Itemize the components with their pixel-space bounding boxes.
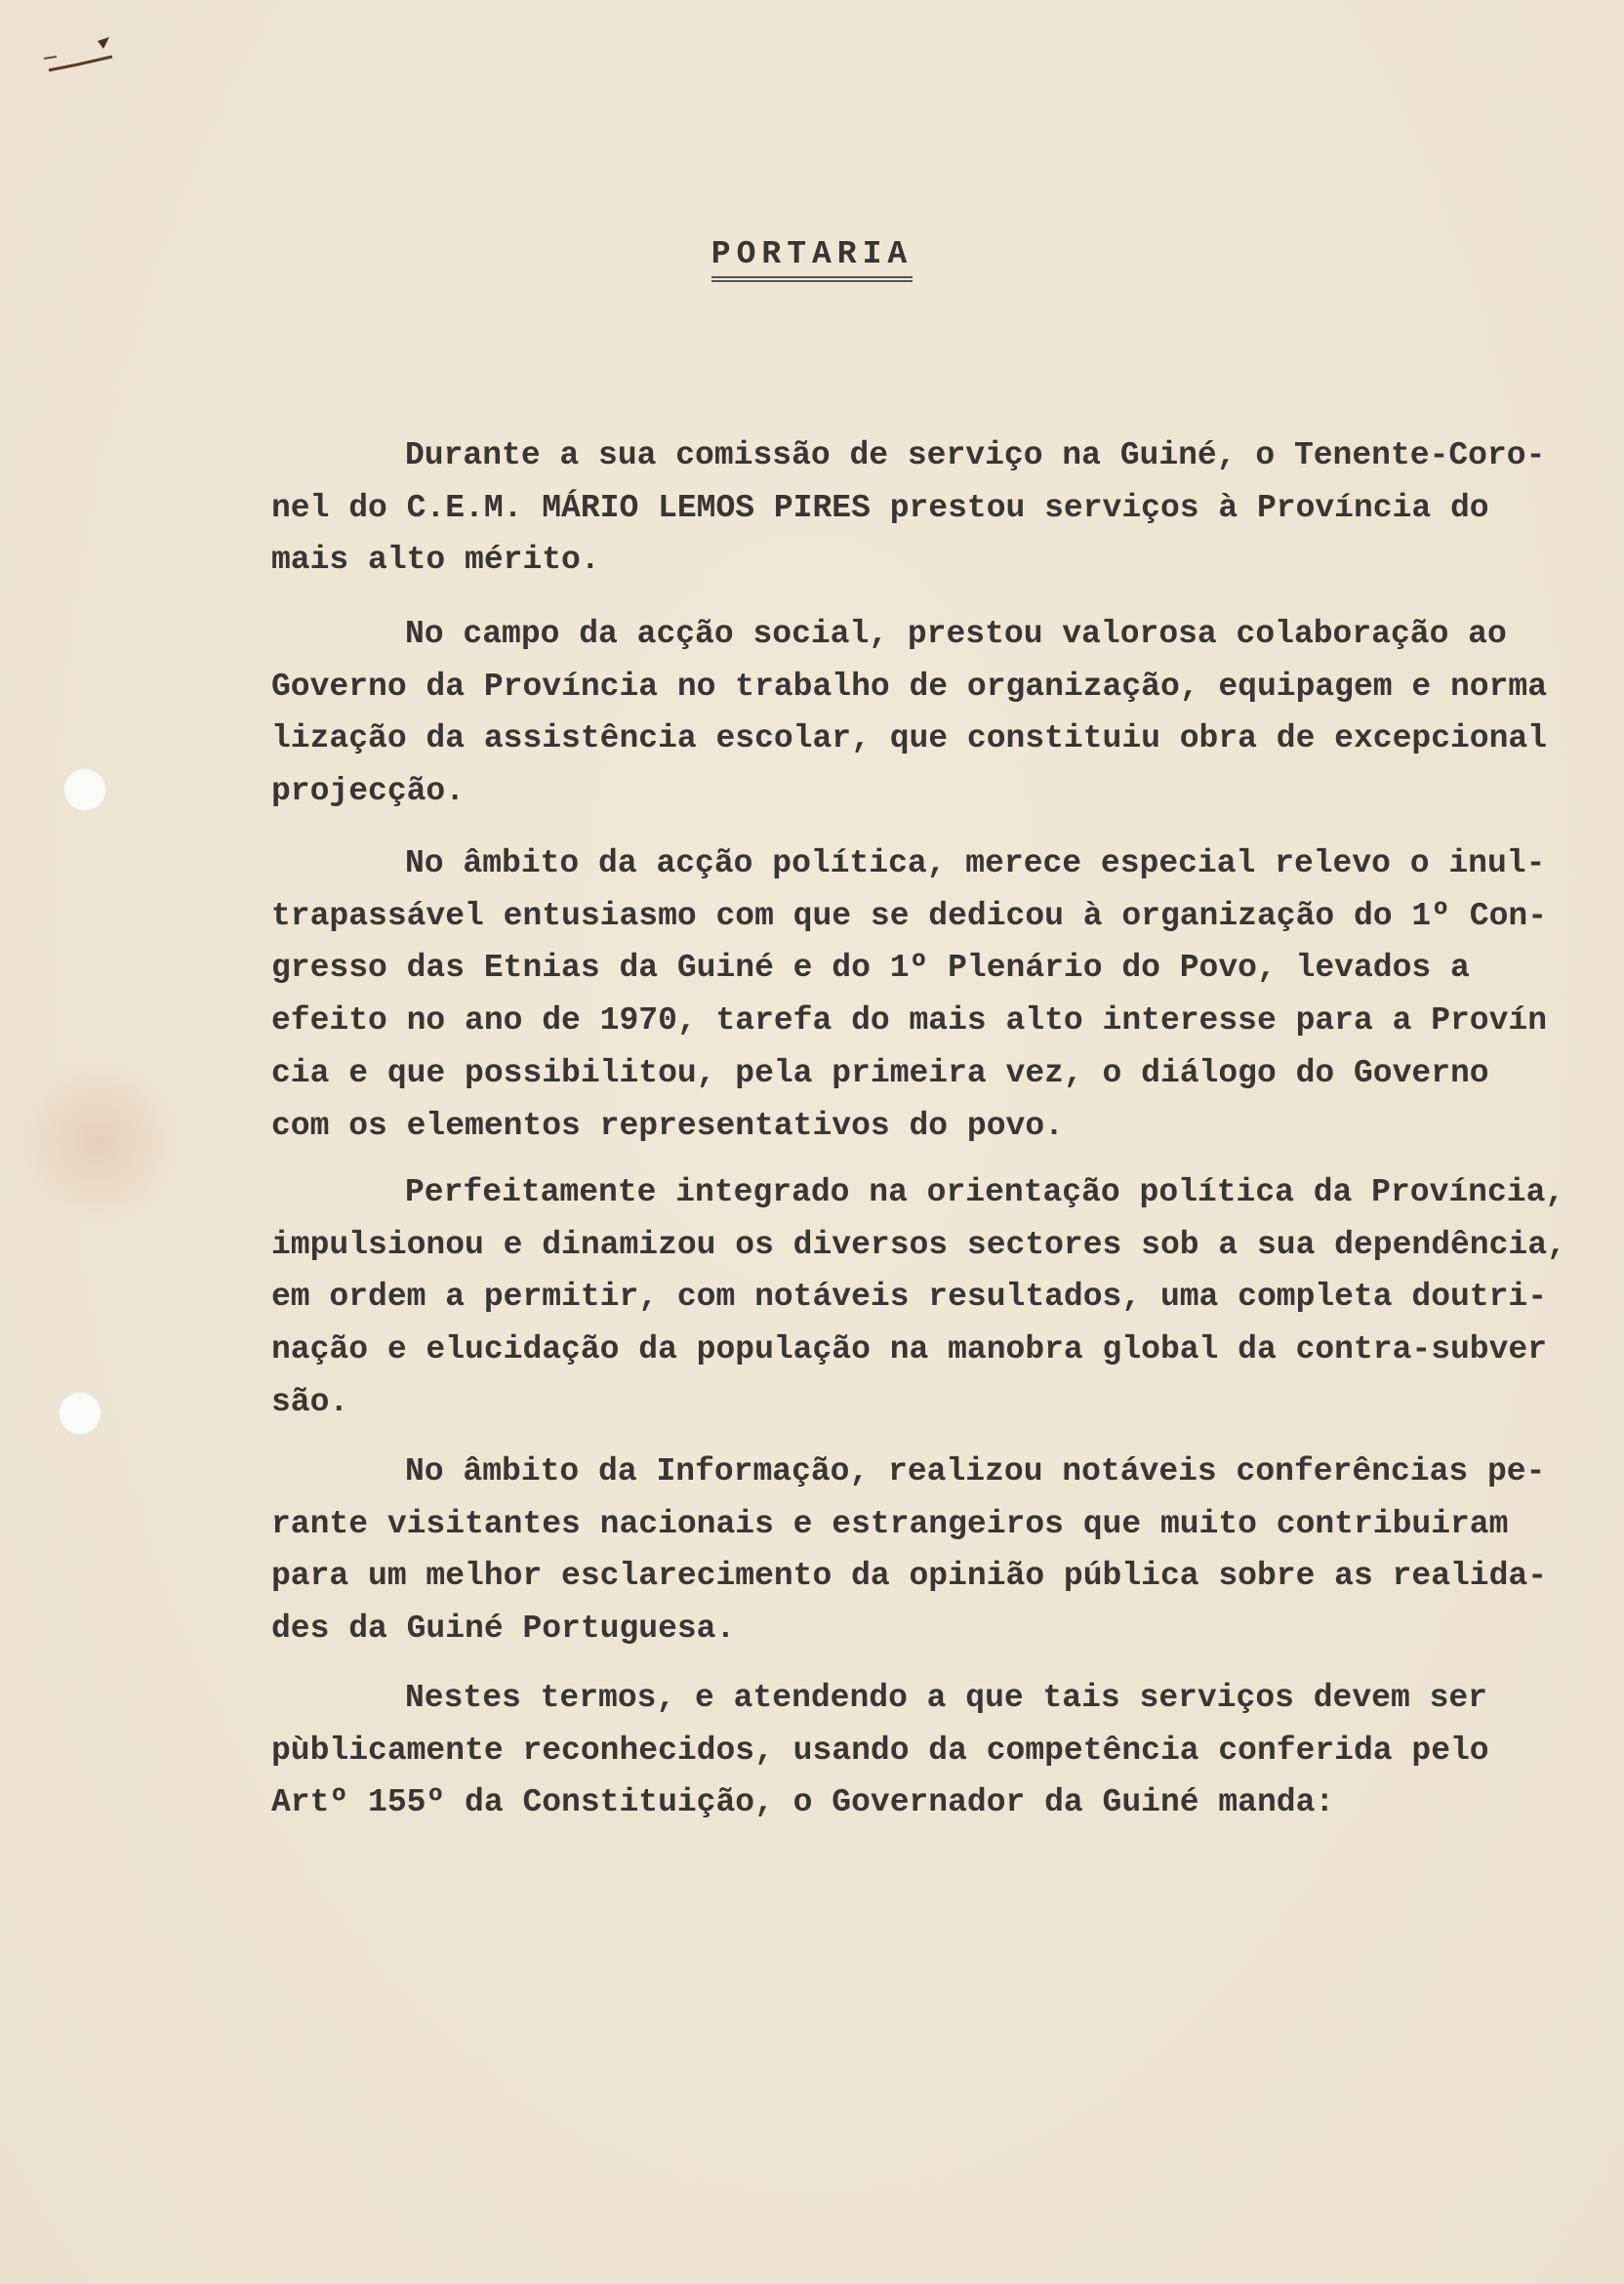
paragraph (271, 608, 1560, 818)
title-text: PORTARIA (711, 236, 913, 282)
text-line: No âmbito da Informação, realizou notáveis conferências pe- (405, 1453, 1546, 1489)
paragraph (271, 1672, 1560, 1829)
text-line: lização da assistência escolar, que constituiu obra de excepcional (271, 720, 1548, 757)
text-line: Durante a sua comissão de serviço na Guiné, o Tenente-Coro- (405, 437, 1546, 473)
text-line: No âmbito da acção política, merece especial relevo o inul- (405, 845, 1546, 881)
paragraph (271, 837, 1560, 1152)
text-line: impulsionou e dinamizou os diversos sectores sob a sua dependência, (271, 1226, 1566, 1263)
text-line: são. (271, 1383, 349, 1420)
punch-hole (58, 1391, 102, 1436)
text-line: mais alto mérito. (271, 542, 600, 579)
text-line: pùblicamente reconhecidos, usando da competência conferida pelo (271, 1732, 1489, 1769)
text-line: nação e elucidação da população na manobra global da contra-subver (271, 1331, 1548, 1368)
text-line: Perfeitamente integrado na orientação política da Província, (405, 1174, 1565, 1210)
text-line: para um melhor esclarecimento da opinião pública sobre as realida- (271, 1558, 1548, 1595)
text-line: cia e que possibilitou, pela primeira vez, o diálogo do Governo (271, 1054, 1489, 1091)
text-line: com os elementos representativos do povo. (271, 1107, 1064, 1144)
text-line: projecção. (271, 773, 466, 810)
text-line: Governo da Província no trabalho de organização, equipagem e norma (271, 668, 1548, 705)
text-line: Artº 155º da Constituição, o Governador da Guiné manda: (271, 1784, 1335, 1821)
paragraph (271, 1166, 1566, 1429)
text-line: gresso das Etnias da Guiné e do 1º Plenário do Povo, levados a (271, 950, 1470, 987)
text-line: rante visitantes nacionais e estrangeiros que muito contribuiram (271, 1505, 1509, 1542)
paper-stain (20, 1054, 176, 1230)
text-line: em ordem a permitir, com notáveis resultados, uma completa doutri- (271, 1279, 1548, 1316)
text-line: nel do C.E.M. MÁRIO LEMOS PIRES prestou serviços à Província do (271, 489, 1489, 526)
ink-smudge-icon (39, 29, 127, 88)
text-line: des da Guiné Portuguesa. (271, 1611, 736, 1648)
punch-hole (62, 767, 107, 812)
text-line: efeito no ano de 1970, tarefa do mais alto interesse para a Provín (271, 1002, 1548, 1040)
text-line: Nestes termos, e atendendo a que tais serviços devem ser (405, 1680, 1487, 1716)
text-line: trapassável entusiasmo com que se dedicou à organização do 1º Con- (271, 897, 1548, 934)
paragraph (271, 429, 1560, 587)
document-title (0, 236, 1624, 282)
paragraph (271, 1446, 1560, 1655)
text-line: No campo da acção social, prestou valorosa colaboração ao (405, 616, 1507, 652)
